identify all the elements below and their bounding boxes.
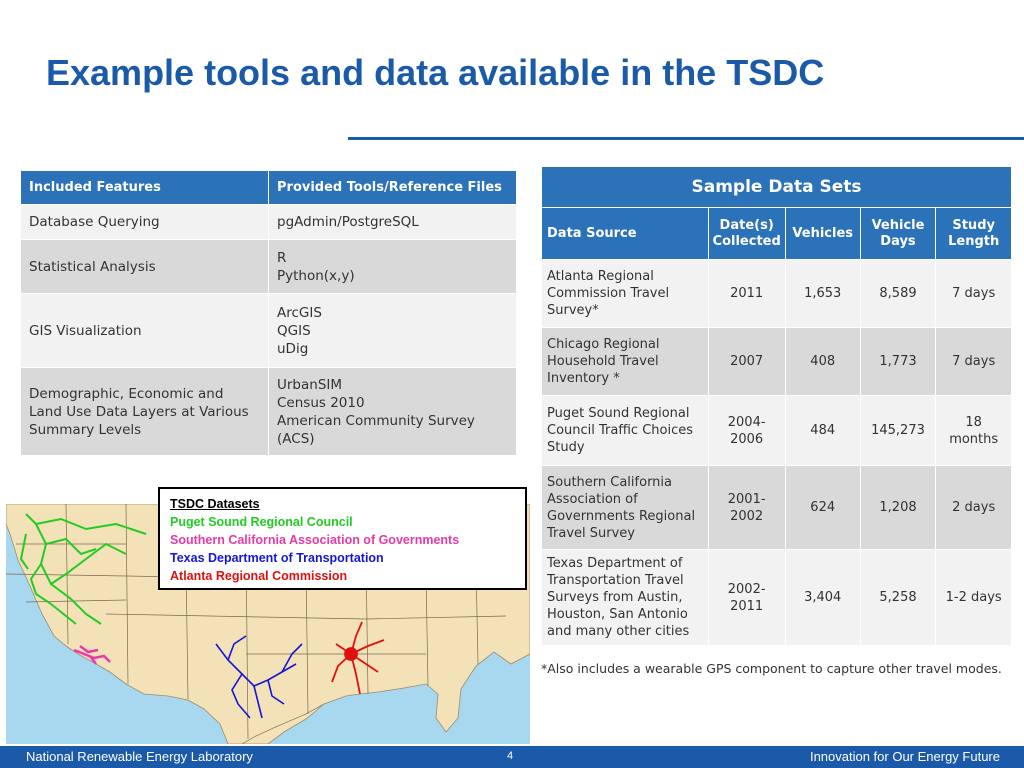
header-vehicles: Vehicles: [785, 208, 860, 260]
data-source-cell: Puget Sound Regional Council Traffic Choices Study: [542, 396, 709, 466]
vehicles-cell: 408: [785, 328, 860, 396]
header-dates: Date(s) Collected: [708, 208, 785, 260]
table-row: [21, 368, 517, 456]
vehicle-days-cell: 8,589: [860, 260, 936, 328]
map-legend: [158, 487, 527, 590]
tools-cell: [269, 368, 517, 456]
tools-cell: [269, 240, 517, 294]
tool-item: pgAdmin/PostgreSQL: [277, 214, 419, 230]
legend-item-atlanta: Atlanta Regional Commission: [170, 569, 348, 583]
study-length-cell: 2 days: [936, 466, 1012, 550]
table-row: [542, 550, 1012, 646]
study-length-cell: 18 months: [936, 396, 1012, 466]
table-row: [542, 466, 1012, 550]
table-row: [542, 260, 1012, 328]
features-header-feature: Included Features: [21, 171, 269, 205]
tool-item: QGIS: [277, 322, 311, 339]
vehicle-days-cell: 5,258: [860, 550, 936, 646]
tool-item: UrbanSIM: [277, 376, 343, 393]
feature-cell: Statistical Analysis: [21, 240, 269, 294]
legend-item-socal: Southern California Association of Governments: [170, 533, 460, 547]
legend-title: TSDC Datasets: [170, 497, 260, 511]
vehicles-cell: 484: [785, 396, 860, 466]
tool-item: Python(x,y): [277, 267, 355, 284]
tool-item: R: [277, 249, 287, 266]
tool-item: American Community Survey (ACS): [277, 412, 475, 447]
feature-cell: GIS Visualization: [21, 294, 269, 368]
dates-cell: 2011: [708, 260, 785, 328]
study-length-cell: 7 days: [936, 260, 1012, 328]
table-footnote: *Also includes a wearable GPS component to capture other travel modes.: [541, 661, 1002, 676]
data-source-cell: Chicago Regional Household Travel Inventory *: [542, 328, 709, 396]
tools-cell: [269, 205, 517, 240]
tool-item: uDig: [277, 340, 309, 357]
tools-cell: [269, 294, 517, 368]
tool-item: ArcGIS: [277, 304, 322, 321]
data-source-cell: Texas Department of Transportation Travel Surveys from Austin, Houston, San Antonio and many other cities: [542, 550, 709, 646]
data-source-cell: Southern California Association of Governments Regional Travel Survey: [542, 466, 709, 550]
legend-item-texas-dot: Texas Department of Transportation: [170, 551, 384, 565]
feature-cell: Database Querying: [21, 205, 269, 240]
table-row: [21, 205, 517, 240]
study-length-cell: 7 days: [936, 328, 1012, 396]
table-row: [21, 240, 517, 294]
footer-org: National Renewable Energy Laboratory: [26, 749, 253, 764]
table-row: [542, 396, 1012, 466]
features-table: [20, 170, 517, 456]
sample-data-table: [541, 166, 1012, 646]
data-source-cell: Atlanta Regional Commission Travel Survey*: [542, 260, 709, 328]
vehicles-cell: 624: [785, 466, 860, 550]
table-row: [542, 328, 1012, 396]
title-divider: [348, 137, 1024, 140]
vehicle-days-cell: 145,273: [860, 396, 936, 466]
header-vehicle-days: Vehicle Days: [860, 208, 936, 260]
page-number: 4: [507, 750, 514, 762]
vehicle-days-cell: 1,773: [860, 328, 936, 396]
slide-footer: [0, 746, 1024, 768]
table-row: [21, 294, 517, 368]
vehicle-days-cell: 1,208: [860, 466, 936, 550]
dates-cell: 2004-2006: [708, 396, 785, 466]
legend-item-puget-sound: Puget Sound Regional Council: [170, 515, 353, 529]
header-study-length: Study Length: [936, 208, 1012, 260]
vehicles-cell: 1,653: [785, 260, 860, 328]
dates-cell: 2001-2002: [708, 466, 785, 550]
features-header-tools: Provided Tools/Reference Files: [269, 171, 517, 205]
dates-cell: 2007: [708, 328, 785, 396]
feature-cell: Demographic, Economic and Land Use Data Layers at Various Summary Levels: [21, 368, 269, 456]
tool-item: Census 2010: [277, 394, 365, 411]
sample-data-caption: Sample Data Sets: [542, 167, 1012, 208]
vehicles-cell: 3,404: [785, 550, 860, 646]
footer-tagline: Innovation for Our Energy Future: [809, 749, 1000, 764]
slide-title: Example tools and data available in the TSDC: [46, 52, 825, 93]
dates-cell: 2002-2011: [708, 550, 785, 646]
header-data-source: Data Source: [542, 208, 709, 260]
study-length-cell: 1-2 days: [936, 550, 1012, 646]
